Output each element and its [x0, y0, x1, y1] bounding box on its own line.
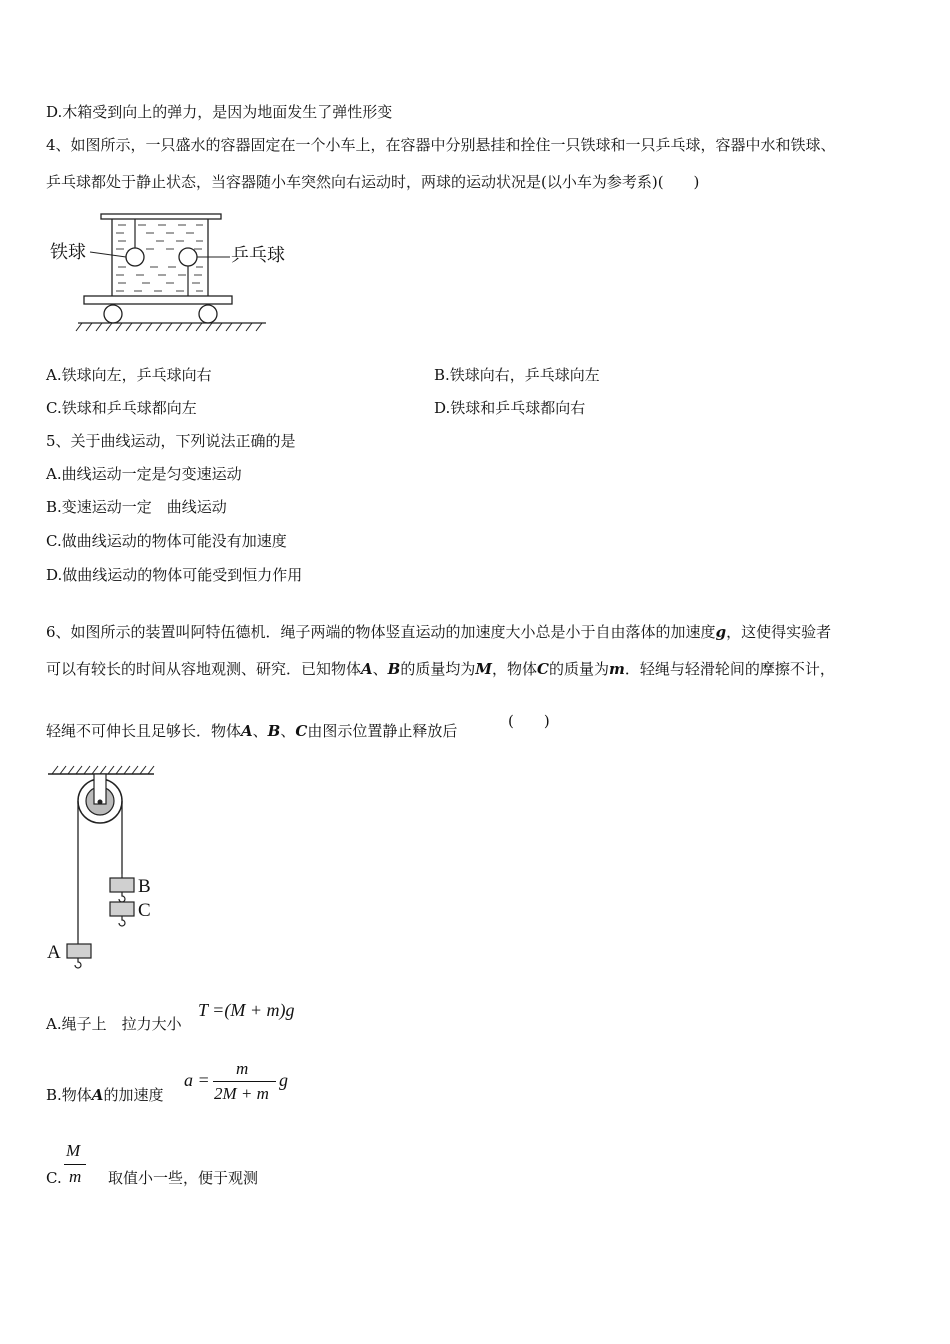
q6-option-a-text: A.绳子上 拉力大小 — [46, 1015, 182, 1033]
q6-option-b-lhs: a = — [184, 1070, 210, 1090]
pingpong-ball — [179, 248, 197, 266]
cart-wheel-right — [199, 305, 217, 323]
label-a: A — [47, 942, 61, 963]
q5-option-d: D.做曲线运动的物体可能受到恒力作用 — [46, 566, 303, 584]
pulley-axle — [98, 800, 103, 805]
container-lid — [101, 214, 221, 219]
q6-option-c-text: 取值小一些，便于观测 — [108, 1169, 259, 1187]
q6-option-b-g: g — [279, 1070, 288, 1090]
q6-option-c-numerator: M — [66, 1141, 81, 1160]
block-b — [110, 878, 134, 892]
block-c — [110, 902, 134, 916]
q6-option-b-numerator: m — [236, 1059, 249, 1078]
q5-option-c: C.做曲线运动的物体可能没有加速度 — [46, 532, 287, 550]
block-a — [67, 944, 91, 958]
iron-ball — [126, 248, 144, 266]
q6-figure-atwood-machine — [40, 760, 180, 970]
label-c: C — [138, 900, 151, 921]
q4-stem-line1: 4、如图所示，一只盛水的容器固定在一个小车上，在容器中分别悬挂和拴住一只铁球和一只乒乓球，容器中水和铁球、 — [46, 136, 836, 154]
q6-option-c-prefix: C. — [46, 1169, 62, 1187]
q4-option-b: B.铁球向右，乒乓球向左 — [434, 366, 600, 384]
q4-option-a: A.铁球向左，乒乓球向右 — [46, 366, 212, 384]
q6-stem-line2: 可以有较长的时间从容地观测、研究．已知物体A、B的质量均为M，物体C的质量为m．轻绳与轻滑轮间的摩擦不计， — [46, 660, 835, 678]
cart-wheel-left — [104, 305, 122, 323]
q6-option-c-fraction-bar — [64, 1164, 86, 1165]
q6-option-b-text: B.物体A的加速度 — [46, 1086, 164, 1104]
cart-platform — [84, 296, 232, 304]
q4-option-d: D.铁球和乒乓球都向右 — [434, 399, 586, 417]
q6-option-b-denominator: 2M + m — [214, 1084, 269, 1103]
q6-answer-paren: ( ) — [508, 712, 550, 730]
q6-option-c-denominator: m — [69, 1167, 82, 1186]
q4-option-c: C.铁球和乒乓球都向左 — [46, 399, 197, 417]
label-pingpong-ball: 乒乓球 — [231, 245, 285, 265]
q5-stem: 5、关于曲线运动，下列说法正确的是 — [46, 432, 296, 450]
q6-stem-line1: 6、如图所示的装置叫阿特伍德机．绳子两端的物体竖直运动的加速度大小总是小于自由落体的加速度g，这使得实验者 — [46, 623, 832, 641]
q4-stem-line2: 乒乓球都处于静止状态，当容器随小车突然向右运动时，两球的运动状况是(以小车为参考系)( ) — [46, 173, 700, 191]
q6-option-b-fraction-bar — [213, 1081, 276, 1082]
q6-option-a-formula: T =(M + m)g — [198, 1000, 295, 1020]
q5-option-a: A.曲线运动一定是匀变速运动 — [46, 465, 242, 483]
q6-stem-line3: 轻绳不可伸长且足够长．物体A、B、C由图示位置静止释放后 — [46, 722, 458, 740]
label-iron-ball: 铁球 — [50, 242, 86, 262]
label-b: B — [138, 876, 151, 897]
q3-option-d: D.木箱受到向上的弹力，是因为地面发生了弹性形变 — [46, 103, 393, 121]
q4-figure-cart-container — [46, 205, 285, 340]
q5-option-b: B.变速运动一定 曲线运动 — [46, 498, 227, 516]
